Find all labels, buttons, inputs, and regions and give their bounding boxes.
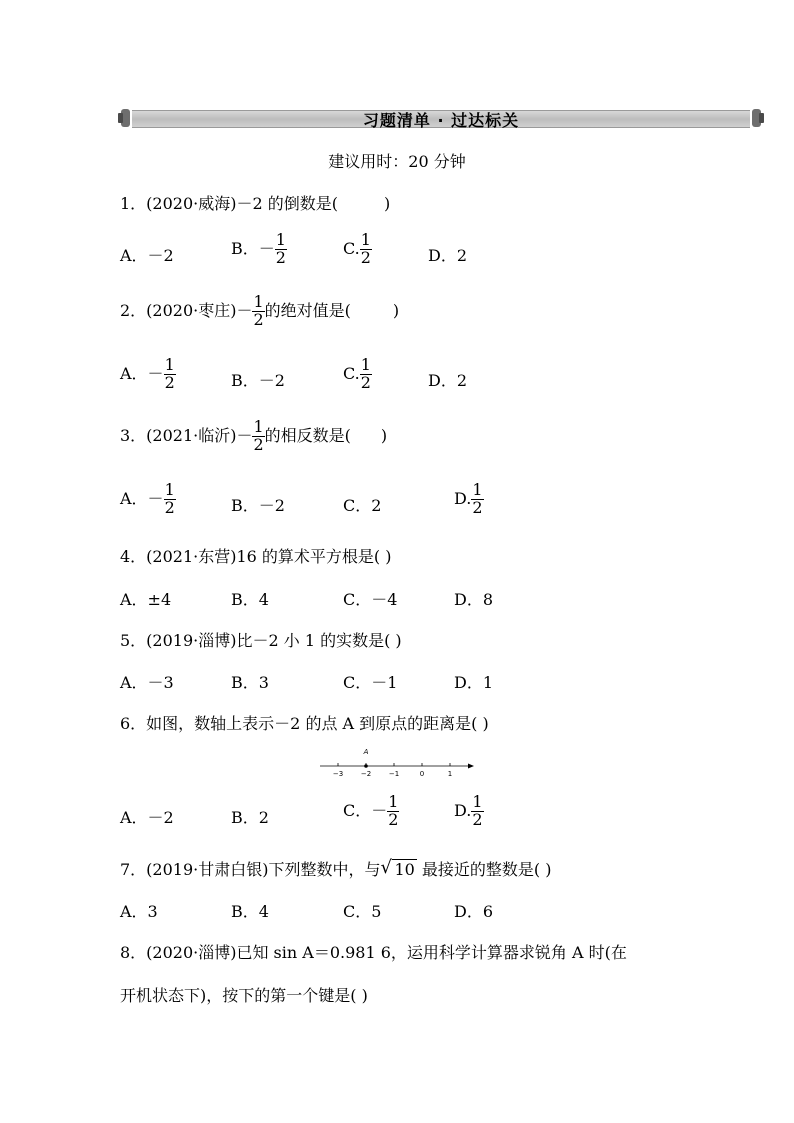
arrow-right-icon: [468, 764, 474, 769]
q6-option-b[interactable]: B．2: [231, 808, 269, 827]
q7-option-c[interactable]: C．5: [343, 902, 382, 921]
q6-option-d[interactable]: D. $\frac{1}{2}$: [454, 792, 483, 829]
q1-option-c-label: C.: [343, 238, 360, 258]
point-a-label: A: [363, 748, 369, 756]
q1-option-a[interactable]: A．－2: [120, 246, 174, 265]
q4-option-c[interactable]: C．－4: [343, 590, 398, 609]
number-line-ticks: [333, 763, 452, 778]
q4-option-b[interactable]: B．4: [231, 590, 269, 609]
q2-option-c[interactable]: C. $\frac{1}{2}$: [343, 355, 371, 392]
q1-option-c[interactable]: [343, 232, 372, 267]
q5-option-d[interactable]: D．1: [454, 673, 494, 692]
fraction: $\frac{1}{2}$: [360, 355, 371, 392]
fraction: $\frac{1}{2}$: [360, 230, 371, 267]
fraction: $\frac{1}{2}$: [275, 230, 286, 267]
question-5-stem: 5．(2019·淄博)比－2 小 1 的实数是( ): [120, 631, 402, 650]
q3-option-c[interactable]: C．2: [343, 496, 382, 515]
question-8-line-1: 8．(2020·淄博)已知 sin A＝0.981 6，运用科学计算器求锐角 A 时(在: [120, 943, 627, 962]
question-7-stem: 7．(2019·甘肃白银)下列整数中，与 √ 10 最接近的整数是( ): [120, 857, 552, 879]
number-line-tick-label: −3: [332, 770, 344, 778]
q4-option-a[interactable]: A．±4: [120, 590, 172, 609]
question-2-stem: 2．(2020·枣庄)－ $\frac{1}{2}$ 的绝对值是( ): [120, 292, 400, 329]
q5-option-b[interactable]: B．3: [231, 673, 269, 692]
q4-option-d[interactable]: D．8: [454, 590, 494, 609]
number-line-figure: [318, 746, 478, 780]
q5-option-c[interactable]: C．－1: [343, 673, 398, 692]
fraction: $\frac{1}{2}$: [472, 480, 483, 517]
banner-title: 习题清单 · 过达标关: [362, 111, 520, 130]
fraction: $\frac{1}{2}$: [388, 792, 399, 829]
question-6-stem: 6．如图，数轴上表示－2 的点 A 到原点的距离是( ): [120, 714, 489, 733]
question-4-stem: 4．(2021·东营)16 的算术平方根是( ): [120, 547, 392, 566]
q3-option-d[interactable]: D. $\frac{1}{2}$: [454, 480, 483, 517]
q5-option-a[interactable]: A．－3: [120, 673, 174, 692]
q2-option-a[interactable]: A．－ $\frac{1}{2}$: [120, 355, 175, 392]
fraction: $\frac{1}{2}$: [164, 480, 175, 517]
q6-option-a[interactable]: A．－2: [120, 808, 174, 827]
q1-option-d[interactable]: D．2: [428, 246, 468, 265]
square-root: √ 10: [380, 857, 415, 879]
radical-sign-icon: √: [380, 857, 392, 878]
number-line-tick-label: 1: [447, 770, 453, 778]
q7-option-b[interactable]: B．4: [231, 902, 269, 921]
fraction: $\frac{1}{2}$: [253, 292, 264, 329]
fraction: $\frac{1}{2}$: [164, 355, 175, 392]
q1-close: ): [383, 194, 391, 213]
number-line-tick-label: 0: [419, 770, 425, 778]
question-1-stem: [120, 191, 390, 214]
fraction: $\frac{1}{2}$: [472, 792, 483, 829]
q3-option-b[interactable]: B．－2: [231, 496, 285, 515]
question-3-stem: 3．(2021·临沂)－ $\frac{1}{2}$ 的相反数是( ): [120, 417, 388, 454]
fraction: $\frac{1}{2}$: [253, 417, 264, 454]
q2-option-d[interactable]: D．2: [428, 371, 468, 390]
section-banner: [118, 107, 764, 129]
q6-option-c[interactable]: C．－ $\frac{1}{2}$: [343, 792, 399, 829]
q1-option-b[interactable]: [231, 232, 287, 267]
q7-option-a[interactable]: A．3: [120, 902, 158, 921]
q1-text: 1．(2020·威海)－2 的倒数是(: [120, 194, 338, 213]
q1-option-b-label: B．－: [231, 238, 275, 258]
q3-option-a[interactable]: A．－ $\frac{1}{2}$: [120, 480, 175, 517]
number-line-tick-label: −1: [388, 770, 400, 778]
point-a-marker: [364, 764, 368, 768]
number-line-tick-label: −2: [360, 770, 372, 778]
suggested-time: 建议用时：20 分钟: [328, 152, 466, 171]
question-8-line-2: 开机状态下)，按下的第一个键是( ): [120, 986, 368, 1005]
q2-option-b[interactable]: B．－2: [231, 371, 285, 390]
q7-option-d[interactable]: D．6: [454, 902, 494, 921]
